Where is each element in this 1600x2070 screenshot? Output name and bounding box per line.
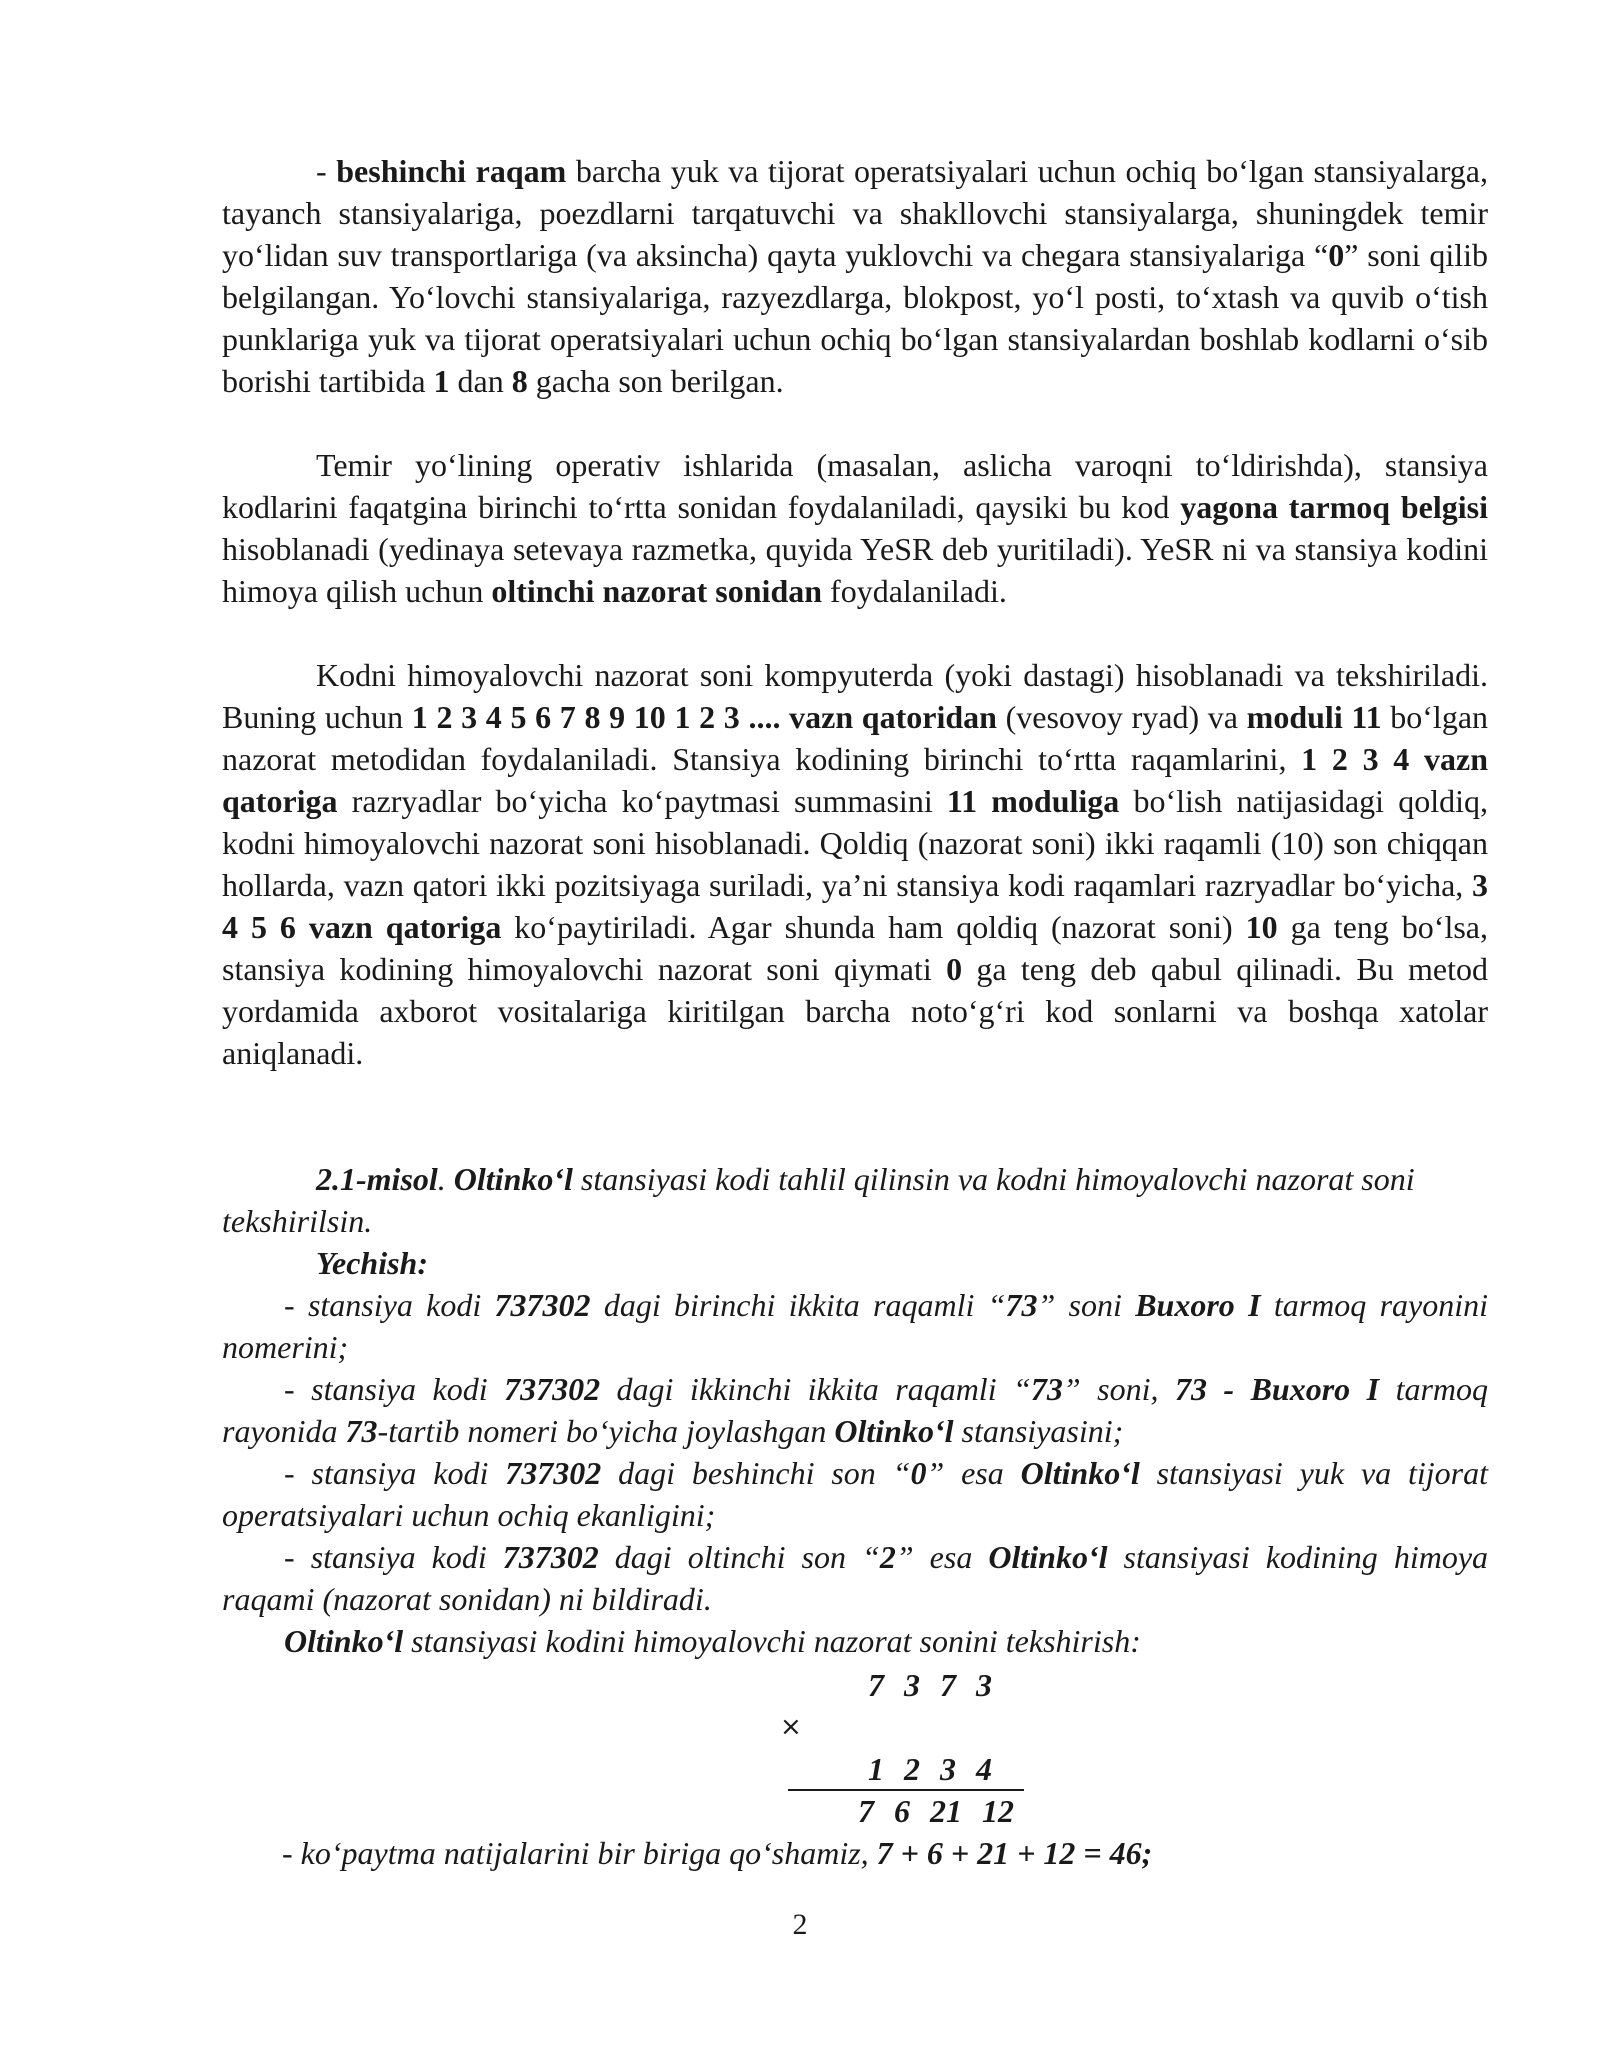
text-run: dagi beshinchi son “ xyxy=(601,1455,911,1491)
bold-text: 2.1-misol xyxy=(316,1161,438,1197)
example-block xyxy=(222,1158,1488,1662)
bold-text: beshinchi raqam xyxy=(336,153,567,189)
bold-text: 1 2 3 4 vazn qatoriga xyxy=(222,741,1489,819)
sum-line: - ko‘paytma natijalarini bir biriga qo‘shamiz, 7 + 6 + 21 + 12 = 46; xyxy=(282,1835,1153,1871)
bold-text: 73 xyxy=(345,1413,378,1449)
bold-text: 73 xyxy=(1030,1371,1063,1407)
text-run: bo‘lish natijasidagi qoldiq, kodni himoyalovchi nazorat soni hisoblanadi. Qoldiq (nazorat soni) ikki raqamli (10) son chiqqan hollarda, vazn qatori ikki pozitsiyaga suriladi, ya’ni stansiya kodi raqamlari razryadlar bo‘yicha, xyxy=(222,783,1489,903)
text-run: (vesovoy ryad) va xyxy=(996,699,1247,735)
text-run: stansiyasi kodi tahlil qilinsin va kodni himoyalovchi nazorat soni tekshirilsin. xyxy=(222,1161,1415,1239)
bold-text: Oltinko‘l xyxy=(988,1539,1108,1575)
bold-text: 10 xyxy=(1245,909,1278,945)
example-item xyxy=(222,1536,1488,1620)
calc-weights: 1 2 3 4 xyxy=(868,1751,992,1787)
example-item xyxy=(222,1368,1488,1452)
bold-text: 2 xyxy=(879,1539,896,1575)
text-run: hisoblanadi (yedinaya setevaya razmetka, quyida YeSR deb yuritiladi). YeSR ni va stansiya kodini himoya qilish uchun xyxy=(222,531,1488,609)
example-title xyxy=(222,1158,1488,1242)
text-run: stansiyasini; xyxy=(953,1413,1124,1449)
text-run: ga teng deb qabul qilinadi. Bu metod yordamida axborot vositalariga kiritilgan barcha noto‘g‘ri kod sonlarni va boshqa xatolar aniqlanadi. xyxy=(222,951,1489,1071)
bold-text: oltinchi nazorat sonidan xyxy=(491,573,823,609)
bold-text: 737302 xyxy=(502,1539,599,1575)
paragraph-control-number xyxy=(222,654,1488,1074)
paragraph-fifth-digit xyxy=(222,150,1488,402)
text-run: stansiyasi yuk va tijorat operatsiyalari uchun ochiq ekanligini; xyxy=(222,1455,1489,1533)
text-run: ” soni xyxy=(1037,1287,1136,1323)
text-run: gacha son berilgan. xyxy=(527,363,784,399)
bold-text: yagona tarmoq belgisi xyxy=(1180,489,1489,525)
bold-text: 737302 xyxy=(504,1371,601,1407)
text-run: Kodni himoyalovchi nazorat soni kompyuterda (yoki dastagi) hisoblanadi va tekshiriladi. Buning uchun xyxy=(222,657,1488,735)
calc-products: 7 6 21 12 xyxy=(858,1793,1014,1829)
text-run: stansiyasi kodini himoyalovchi nazorat sonini tekshirish: xyxy=(403,1623,1141,1659)
text-run: tarmoq rayonini nomerini; xyxy=(222,1287,1489,1365)
bold-text: 11 moduliga xyxy=(946,783,1120,819)
text-run: ga teng bo‘lsa, stansiya kodining himoyalovchi nazorat soni qiymati xyxy=(222,909,1489,987)
text-run: bo‘lgan nazorat metodidan foydalaniladi. Stansiya kodining birinchi to‘rtta raqamlarini, xyxy=(222,699,1489,777)
bold-text: Buxoro I xyxy=(1135,1287,1261,1323)
bold-text: Oltinko‘l xyxy=(453,1161,573,1197)
text-run: - stansiya kodi xyxy=(284,1371,505,1407)
bold-text: Oltinko‘l xyxy=(284,1623,404,1659)
bold-text: 0 xyxy=(946,951,963,987)
text-run: dagi oltinchi son “ xyxy=(598,1539,880,1575)
solution-label: Yechish: xyxy=(316,1245,428,1281)
bold-text: 737302 xyxy=(505,1455,602,1491)
bold-text: Oltinko‘l xyxy=(834,1413,954,1449)
bold-text: 3 4 5 6 vazn qatoriga xyxy=(222,867,1488,945)
example-item xyxy=(222,1452,1488,1536)
text-run: - stansiya kodi xyxy=(284,1539,503,1575)
text-run: ” soni qilib belgilangan. Yo‘lovchi stansiyalariga, razyezdlarga, blokpost, yo‘l posti, to‘xtash va quvib o‘tish punklariga yuk va tijorat operatsiyalari uchun ochiq bo‘lgan stansiyalardan boshlab kodlarni o‘sib borishi tartibida xyxy=(222,237,1489,399)
text-run: - stansiya kodi xyxy=(284,1287,495,1323)
text-run: ” esa xyxy=(926,1455,1021,1491)
bold-text: 0 xyxy=(910,1455,927,1491)
text-run: stansiyasi kodining himoya raqami (nazorat sonidan) ni bildiradi. xyxy=(222,1539,1489,1617)
text-run: dagi birinchi ikkita raqamli “ xyxy=(590,1287,1006,1323)
bold-text: 73 xyxy=(1005,1287,1038,1323)
text-run: - stansiya kodi xyxy=(284,1455,506,1491)
bold-text: 1 xyxy=(433,363,450,399)
text-run: razryadlar bo‘yicha ko‘paytmasi summasini xyxy=(337,783,947,819)
text-run: . xyxy=(437,1161,454,1197)
multiply-sign: × xyxy=(780,1712,802,1742)
text-run: ” soni, xyxy=(1062,1371,1175,1407)
bold-text: 8 xyxy=(511,363,528,399)
text-run: barcha yuk va tijorat operatsiyalari uchun ochiq bo‘lgan stansiyalarga, tayanch stansiyalariga, poezdlarni tarqatuvchi va shakllovchi stansiyalarga, shuningdek temir yo‘lidan suv transportlariga (va aksincha) qayta yuklovchi va chegara stansiyalariga “ xyxy=(222,153,1489,273)
paragraph-operative-use xyxy=(222,444,1488,612)
example-item xyxy=(222,1284,1488,1368)
text-run: -tartib nomeri bo‘yicha joylashgan xyxy=(377,1413,835,1449)
page-number: 2 xyxy=(792,1908,808,1941)
text-run: Temir yo‘lining operativ ishlarida (masalan, aslicha varoqni to‘ldirishda), stansiya kodlarini faqatgina birinchi to‘rtta sonidan foydalaniladi, qaysiki bu kod xyxy=(222,447,1488,525)
text-run: dagi ikkinchi ikkita raqamli “ xyxy=(600,1371,1031,1407)
text-run: dan xyxy=(449,363,512,399)
text-run: ” esa xyxy=(895,1539,989,1575)
bold-text: 73 - Buxoro I xyxy=(1174,1371,1380,1407)
bold-text: Oltinko‘l xyxy=(1020,1455,1140,1491)
text-run: - xyxy=(316,153,337,189)
bold-text: 737302 xyxy=(494,1287,591,1323)
check-heading xyxy=(222,1620,1488,1662)
text-run: tarmoq rayonida xyxy=(222,1371,1489,1449)
calc-digits: 7 3 7 3 xyxy=(868,1667,992,1703)
text-run: foydalaniladi. xyxy=(822,573,1007,609)
bold-text: 0 xyxy=(1328,237,1345,273)
text-run: ko‘paytiriladi. Agar shunda ham qoldiq (nazorat soni) xyxy=(501,909,1246,945)
bold-text: moduli 11 xyxy=(1246,699,1382,735)
bold-text: 1 2 3 4 5 6 7 8 9 10 1 2 3 .... vazn qatoridan xyxy=(411,699,997,735)
